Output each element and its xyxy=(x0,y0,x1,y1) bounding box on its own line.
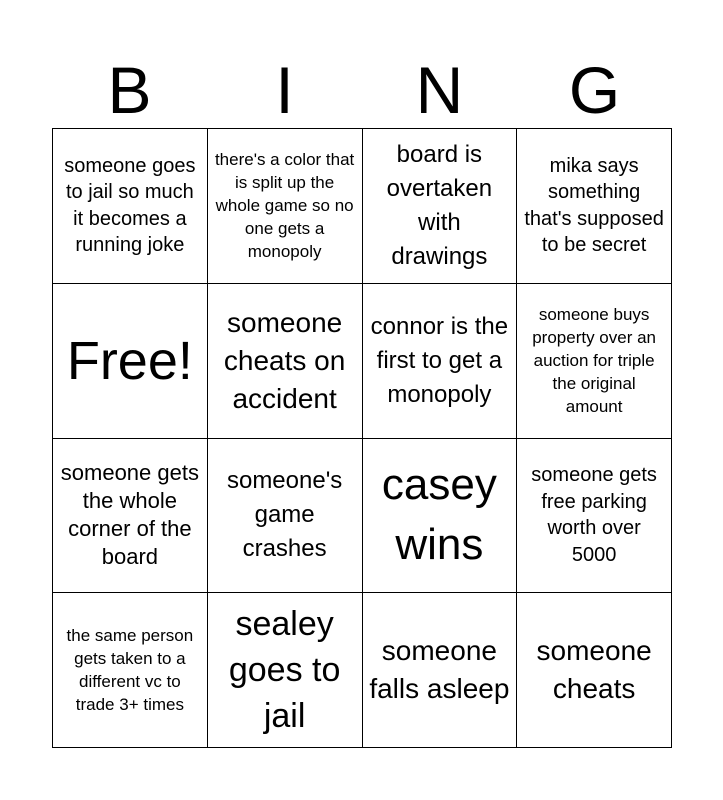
bingo-cell-text: someone cheats xyxy=(536,635,652,705)
bingo-cell-r1c3[interactable] xyxy=(363,129,518,284)
header-letter-b: B xyxy=(107,53,152,127)
bingo-card xyxy=(52,128,672,748)
bingo-cell-r3c4[interactable] xyxy=(517,439,672,594)
bingo-cell-r3c1[interactable] xyxy=(53,439,208,594)
bingo-cell-r4c1[interactable] xyxy=(53,593,208,748)
bingo-cell-r4c2[interactable] xyxy=(208,593,363,748)
bingo-cell-text: someone's game crashes xyxy=(226,467,343,563)
bingo-cell-text: board is overtaken with drawings xyxy=(386,140,493,270)
bingo-cell-r1c2[interactable] xyxy=(208,129,363,284)
header-letter-g: G xyxy=(568,53,621,127)
bingo-cell-text: someone gets the whole corner of the board xyxy=(60,460,199,570)
bingo-cell-text: someone gets free parking worth over 5000 xyxy=(531,464,657,566)
bingo-cell-r4c3[interactable] xyxy=(363,593,518,748)
bingo-cell-text: there's a color that is split up the whole game so no one gets a monopoly xyxy=(214,150,355,262)
bingo-cell-text: someone falls asleep xyxy=(369,635,510,705)
bingo-cell-text: casey wins xyxy=(381,460,497,570)
bingo-cell-r3c2[interactable] xyxy=(208,439,363,594)
bingo-cell-r1c4[interactable] xyxy=(517,129,672,284)
bingo-cell-r4c4[interactable] xyxy=(517,593,672,748)
bingo-cell-r2c4[interactable] xyxy=(517,284,672,439)
bingo-cell-r3c3[interactable] xyxy=(363,439,518,594)
bingo-cell-text: someone cheats on accident xyxy=(223,306,346,414)
bingo-cell-free[interactable] xyxy=(53,284,208,439)
bingo-cell-r2c3[interactable] xyxy=(363,284,518,439)
bingo-cell-r2c2[interactable] xyxy=(208,284,363,439)
bingo-cell-text: Free! xyxy=(66,330,193,391)
bingo-cell-text: the same person gets taken to a different vc to trade 3+ times xyxy=(66,626,194,715)
header-letter-n: N xyxy=(415,53,464,127)
bingo-cell-text: sealey goes to jail xyxy=(228,605,341,736)
bingo-header xyxy=(52,52,672,128)
header-letter-i: I xyxy=(275,53,294,127)
bingo-cell-text: someone buys property over an auction for triple the original amount xyxy=(532,305,657,417)
bingo-cell-text: mika says something that's supposed to be secret xyxy=(524,154,664,257)
bingo-cell-text: someone goes to jail so much it becomes a running joke xyxy=(64,154,196,257)
bingo-cell-text: connor is the first to get a monopoly xyxy=(370,312,509,408)
bingo-cell-r1c1[interactable] xyxy=(53,129,208,284)
